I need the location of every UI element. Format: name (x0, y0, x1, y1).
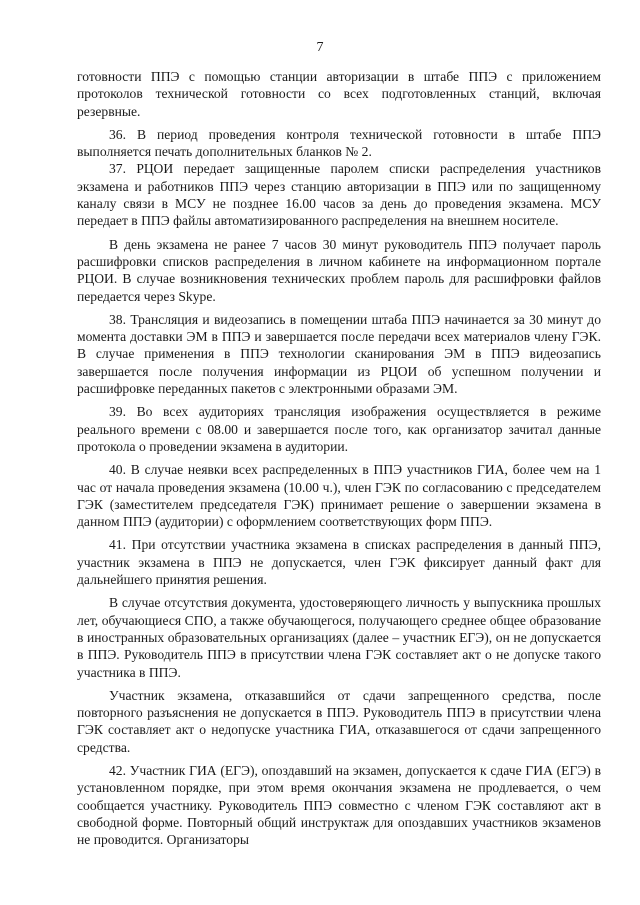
paragraph-refused-prohibited-item: Участник экзамена, отказавшийся от сдачи запрещенного средства, после повторного разъяснения не допускается в ППЭ. Руководитель ППЭ в присутствии члена ГЭК составляет акт о недопуске участника ГИА, отказавшегося от сдачи запрещенного средства. (77, 687, 601, 755)
paragraph-continuation: готовности ППЭ с помощью станции авторизации в штабе ППЭ с приложением протоколов технической готовности со всех подготовленных станций, включая резервные. (77, 69, 601, 119)
paragraph-39: 39. Во всех аудиториях трансляция изображения осуществляется в режиме реального времени с 08.00 и завершается после того, как организатор зачитал данные протокола о проведении экзамена в аудитории. (77, 404, 601, 454)
paragraph-exam-day-password: В день экзамена не ранее 7 часов 30 минут руководитель ППЭ получает пароль расшифровки списков распределения в личном кабинете на информационном портале РЦОИ. В случае возникновения технических проблем пароль для расшифровки файлов передается через Skype. (77, 236, 601, 304)
paragraph-missing-document: В случае отсутствия документа, удостоверяющего личность у выпускника прошлых лет, обучающиеся СПО, а также обучающегося, получающего среднее общее образование в иностранных образовательных организациях (далее – участник ЕГЭ), он не допускается в ППЭ. Руководитель ППЭ в присутствии члена ГЭК составляет акт о не допуске такого участника в ППЭ. (77, 595, 601, 680)
paragraph-36: 36. В период проведения контроля технической готовности в штабе ППЭ выполняется печать дополнительных бланков № 2. (77, 126, 601, 160)
document-body (77, 68, 601, 848)
paragraph-41: 41. При отсутствии участника экзамена в списках распределения в данный ППЭ, участник экзамена в ППЭ не допускается, член ГЭК фиксирует данный факт для дальнейшего принятия решения. (77, 537, 601, 588)
paragraph-38: 38. Трансляция и видеозапись в помещении штаба ППЭ начинается за 30 минут до момента доставки ЭМ в ППЭ и завершается после передачи всех материалов члену ГЭК. В случае применения в ППЭ технологии сканирования ЭМ в ППЭ видеозапись завершается после получения информации из РЦОИ об успешном получении и расшифровке переданных пакетов с электронными образами ЭМ. (77, 311, 601, 397)
page-number: 7 (316, 40, 324, 55)
paragraph-40: 40. В случае неявки всех распределенных в ППЭ участников ГИА, более чем на 1 час от начала проведения экзамена (10.00 ч.), член ГЭК по согласованию с председателем ГЭК (заместителем председателя ГЭК) принимает решение о завершении экзамена в данном ППЭ (аудитории) с оформлением соответствующих форм ППЭ. (77, 462, 601, 530)
paragraph-37: 37. РЦОИ передает защищенные паролем списки распределения участников экзамена и работников ППЭ через станцию авторизации в ППЭ или по защищенному каналу связи в МСУ не позднее 16.00 часов за день до проведения экзамена. МСУ передает в ППЭ файлы автоматизированного распределения на внешнем носителе. (77, 161, 601, 229)
paragraph-42: 42. Участник ГИА (ЕГЭ), опоздавший на экзамен, допускается к сдаче ГИА (ЕГЭ) в установленном порядке, при этом время окончания экзамена не продлевается, о чем сообщается участнику. Руководитель ППЭ совместно с членом ГЭК составляют акт в свободной форме. Повторный общий инструктаж для опоздавших участников экзаменов не проводится. Организаторы (77, 762, 601, 848)
